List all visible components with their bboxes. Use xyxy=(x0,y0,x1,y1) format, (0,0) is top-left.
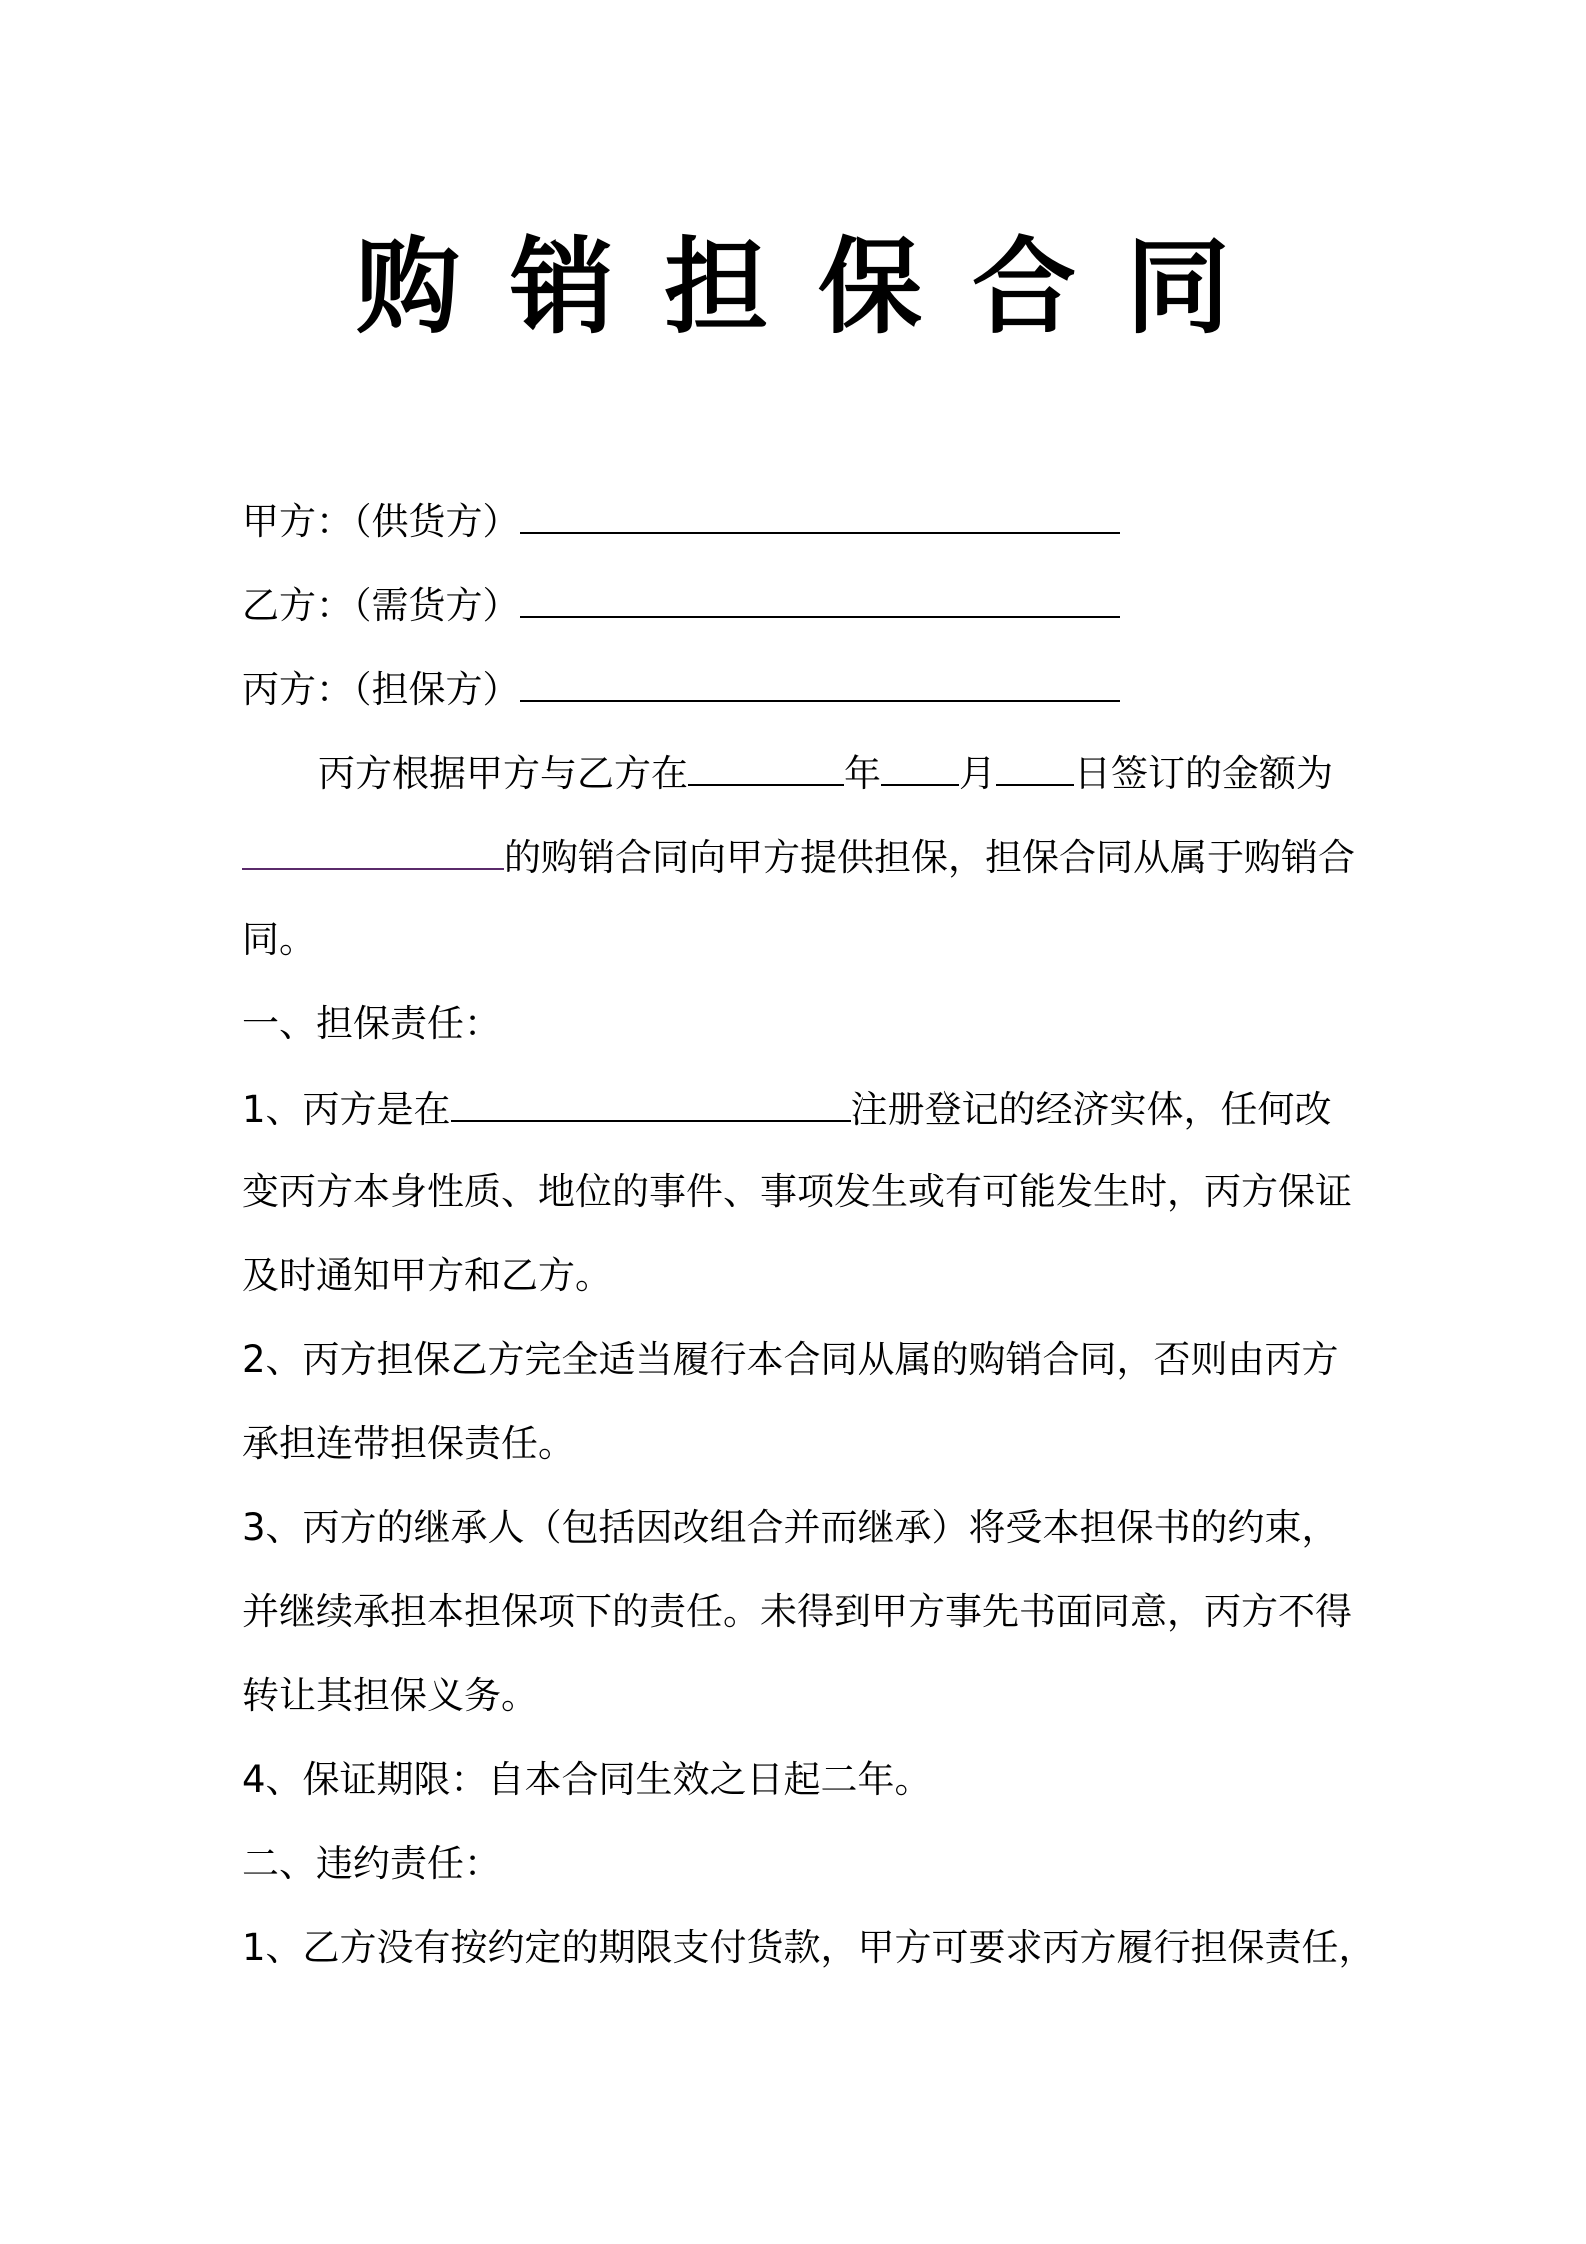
year-blank xyxy=(688,748,844,786)
s2-item1-line1: 1、乙方没有按约定的期限支付货款，甲方可要求丙方履行担保责任， xyxy=(242,1926,1376,1969)
party-c-line xyxy=(242,664,1120,714)
party-b-blank xyxy=(520,580,1120,618)
party-c-blank xyxy=(520,664,1120,702)
day-blank xyxy=(996,748,1074,786)
month-label: 月 xyxy=(959,752,996,795)
year-label: 年 xyxy=(844,752,881,795)
party-a-blank xyxy=(520,496,1120,534)
s1-item3-line3: 转让其担保义务。 xyxy=(242,1674,538,1717)
intro-text-day: 日签订的金额为 xyxy=(1074,752,1333,795)
section1-heading: 一、担保责任： xyxy=(242,1002,501,1045)
amount-blank xyxy=(242,832,504,870)
party-b-line xyxy=(242,580,1120,630)
s1-item3-line2: 并继续承担本担保项下的责任。未得到甲方事先书面同意，丙方不得 xyxy=(242,1590,1352,1633)
intro-text-2: 的购销合同向甲方提供担保，担保合同从属于购销合 xyxy=(504,836,1355,879)
registration-blank xyxy=(451,1084,851,1122)
s1-item1-line1 xyxy=(242,1084,1332,1134)
party-b-label: 乙方：（需货方） xyxy=(242,584,520,627)
s1-item1-line2: 变丙方本身性质、地位的事件、事项发生或有可能发生时，丙方保证 xyxy=(242,1170,1352,1213)
intro-line-1 xyxy=(318,748,1333,798)
intro-text-1: 丙方根据甲方与乙方在 xyxy=(318,752,688,795)
section2-heading: 二、违约责任： xyxy=(242,1842,501,1885)
s1-item2-line1: 2、丙方担保乙方完全适当履行本合同从属的购销合同，否则由丙方 xyxy=(242,1338,1339,1381)
month-blank xyxy=(881,748,959,786)
s1-item1-line3: 及时通知甲方和乙方。 xyxy=(242,1254,612,1297)
party-c-label: 丙方：（担保方） xyxy=(242,668,520,711)
party-a-line xyxy=(242,496,1120,546)
intro-text-3: 同。 xyxy=(242,918,316,961)
s1-item4: 4、保证期限：自本合同生效之日起二年。 xyxy=(242,1758,932,1801)
s1-item1-text-b: 注册登记的经济实体，任何改 xyxy=(850,1088,1332,1131)
intro-line-3 xyxy=(242,916,316,964)
intro-line-2 xyxy=(242,832,1355,882)
s1-item2-line2: 承担连带担保责任。 xyxy=(242,1422,575,1465)
party-a-label: 甲方：（供货方） xyxy=(242,500,520,543)
s1-item3-line1: 3、丙方的继承人（包括因改组合并而继承）将受本担保书的约束， xyxy=(242,1506,1339,1549)
s1-item1-text-a: 1、丙方是在 xyxy=(242,1088,451,1131)
document-title: 购销担保合同 xyxy=(355,226,1280,348)
